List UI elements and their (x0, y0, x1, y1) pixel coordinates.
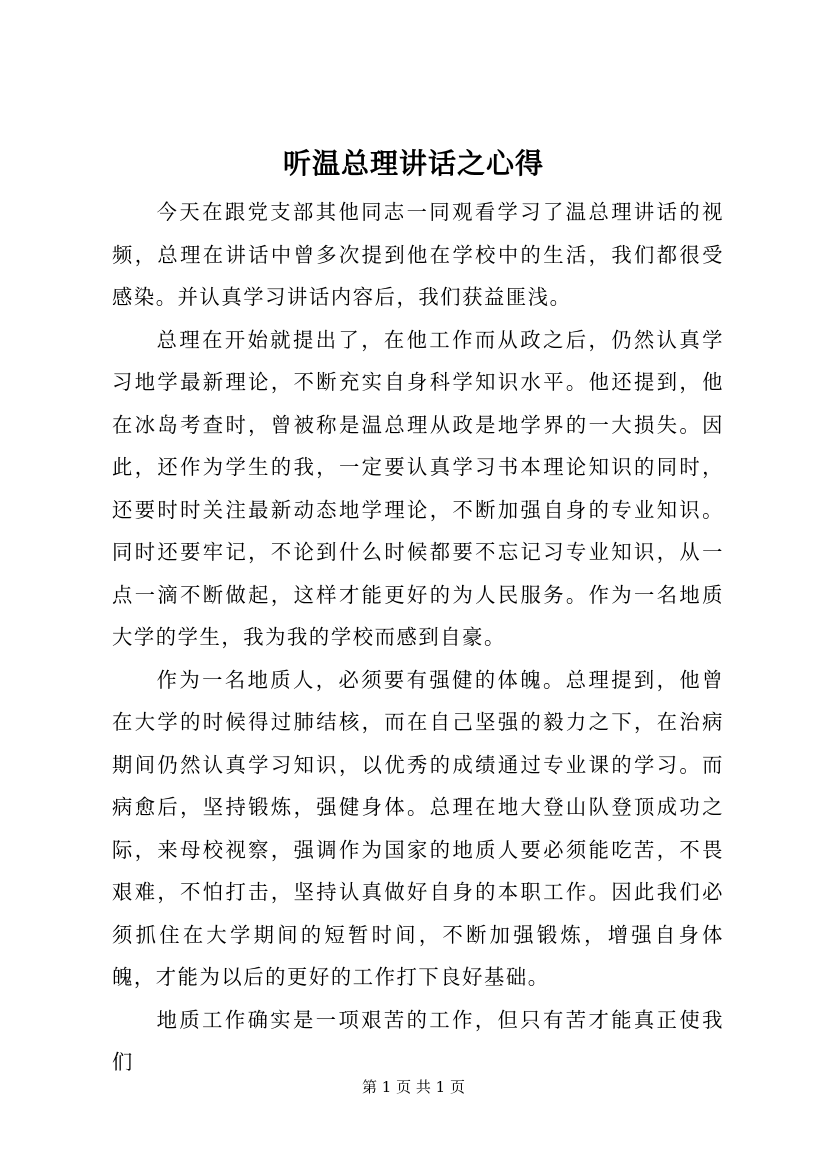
paragraph: 作为一名地质人，必须要有强健的体魄。总理提到，他曾在大学的时候得过肺结核，而在自己坚强的毅力之下，在治病期间仍然认真学习知识，以优秀的成绩通过专业课的学习。而病愈后，坚持锻炼，强健身体。总理在地大登山队登顶成功之际，来母校视察，强调作为国家的地质人要必须能吃苦，不畏艰难，不怕打击，坚持认真做好自身的本职工作。因此我们必须抓住在大学期间的短暂时间，不断加强锻炼，增强自身体魄，才能为以后的更好的工作打下良好基础。 (112, 667, 724, 989)
document-title: 听温总理讲话之心得 (282, 147, 544, 180)
document-body (112, 191, 724, 1084)
paragraph: 总理在开始就提出了，在他工作而从政之后，仍然认真学习地学最新理论，不断充实自身科学知识水平。他还提到，他在冰岛考查时，曾被称是温总理从政是地学界的一大损失。因此，还作为学生的我，一定要认真学习书本理论知识的同时，还要时时关注最新动态地学理论，不断加强自身的专业知识。同时还要牢记，不论到什么时候都要不忘记习专业知识，从一点一滴不断做起，这样才能更好的为人民服务。作为一名地质大学的学生，我为我的学校而感到自豪。 (112, 327, 724, 649)
paragraph: 今天在跟党支部其他同志一同观看学习了温总理讲话的视频，总理在讲话中曾多次提到他在学校中的生活，我们都很受感染。并认真学习讲话内容后，我们获益匪浅。 (112, 200, 724, 309)
page-footer: 第 1 页 共 1 页 (362, 1078, 465, 1096)
paragraph: 地质工作确实是一项艰苦的工作，但只有苦才能真正使我们 (112, 1007, 724, 1074)
